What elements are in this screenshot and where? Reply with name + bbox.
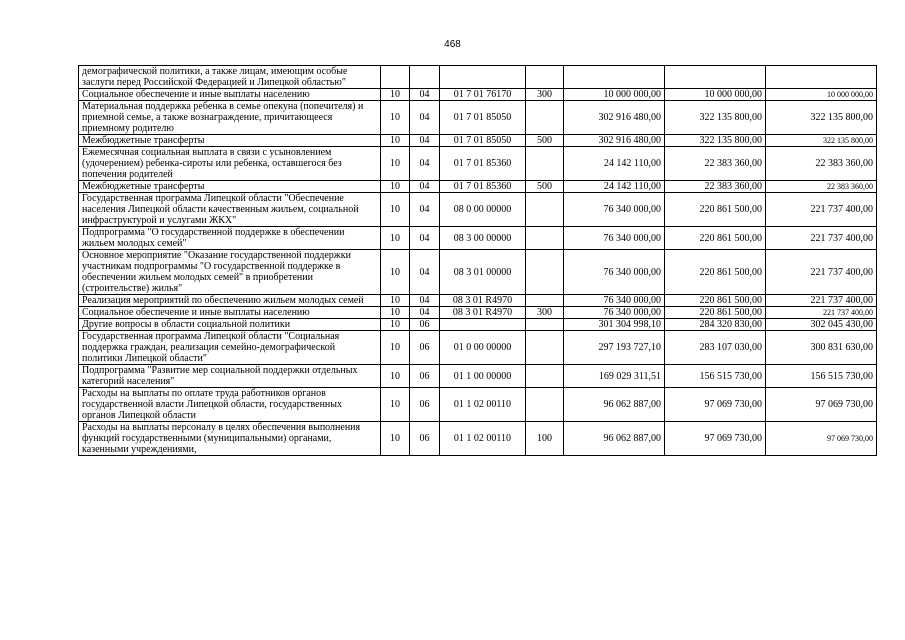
cell-section: 10 (381, 307, 410, 319)
cell-name: Расходы на выплаты по оплате труда работников органов государственной власти Липецкой области, государственных органов Липецкой области (79, 388, 381, 422)
cell-amount-year3: 221 737 400,00 (766, 295, 877, 307)
cell-subsection: 04 (410, 227, 440, 250)
cell-amount-year2: 97 069 730,00 (665, 388, 766, 422)
cell-expense-type (526, 66, 564, 89)
cell-amount-year1 (564, 66, 665, 89)
cell-amount-year3: 97 069 730,00 (766, 388, 877, 422)
cell-name: Государственная программа Липецкой области "Обеспечение населения Липецкой области качественным жильем, социальной инфраструктурой и услугами ЖКХ" (79, 193, 381, 227)
cell-expense-type (526, 295, 564, 307)
cell-amount-year1: 76 340 000,00 (564, 193, 665, 227)
cell-target-article: 08 3 01 R4970 (440, 295, 526, 307)
table-row (79, 307, 877, 319)
cell-section: 10 (381, 422, 410, 456)
cell-target-article: 01 7 01 85360 (440, 147, 526, 181)
cell-subsection: 06 (410, 365, 440, 388)
cell-expense-type (526, 365, 564, 388)
cell-amount-year3-text: 22 383 360,00 (827, 182, 873, 191)
cell-amount-year2 (665, 66, 766, 89)
table-row (79, 227, 877, 250)
cell-name: Межбюджетные трансферты (79, 135, 381, 147)
page-number: 468 (444, 39, 461, 50)
cell-subsection: 04 (410, 250, 440, 295)
cell-target-article: 01 7 01 85360 (440, 181, 526, 193)
cell-name: Межбюджетные трансферты (79, 181, 381, 193)
cell-subsection: 06 (410, 422, 440, 456)
cell-amount-year2: 220 861 500,00 (665, 307, 766, 319)
cell-target-article: 01 1 00 00000 (440, 365, 526, 388)
cell-expense-type (526, 147, 564, 181)
cell-amount-year2: 322 135 800,00 (665, 101, 766, 135)
cell-subsection: 04 (410, 295, 440, 307)
cell-amount-year1: 24 142 110,00 (564, 181, 665, 193)
cell-amount-year1: 297 193 727,10 (564, 331, 665, 365)
cell-amount-year3: 302 045 430,00 (766, 319, 877, 331)
cell-amount-year3-text: 10 000 000,00 (827, 90, 873, 99)
cell-expense-type (526, 388, 564, 422)
cell-subsection: 06 (410, 331, 440, 365)
cell-subsection: 04 (410, 89, 440, 101)
cell-amount-year2: 156 515 730,00 (665, 365, 766, 388)
table-row (79, 193, 877, 227)
table-row (79, 181, 877, 193)
cell-amount-year2: 322 135 800,00 (665, 135, 766, 147)
cell-amount-year1: 169 029 311,51 (564, 365, 665, 388)
cell-amount-year3-text: 322 135 800,00 (823, 136, 873, 145)
cell-expense-type: 500 (526, 181, 564, 193)
cell-amount-year3: 221 737 400,00 (766, 250, 877, 295)
cell-amount-year3 (766, 135, 877, 147)
cell-amount-year1: 10 000 000,00 (564, 89, 665, 101)
cell-name: Расходы на выплаты персоналу в целях обеспечения выполнения функций государственными (муниципальными) органами, казенными учреждениями, (79, 422, 381, 456)
cell-amount-year1: 302 916 480,00 (564, 135, 665, 147)
cell-target-article: 01 7 01 85050 (440, 101, 526, 135)
cell-section: 10 (381, 250, 410, 295)
cell-target-article: 01 0 00 00000 (440, 331, 526, 365)
cell-section: 10 (381, 193, 410, 227)
cell-amount-year1: 24 142 110,00 (564, 147, 665, 181)
table-row (79, 319, 877, 331)
cell-expense-type: 300 (526, 89, 564, 101)
cell-section: 10 (381, 89, 410, 101)
cell-amount-year2: 220 861 500,00 (665, 227, 766, 250)
table-row (79, 101, 877, 135)
table-row (79, 135, 877, 147)
cell-section: 10 (381, 101, 410, 135)
cell-amount-year2: 220 861 500,00 (665, 295, 766, 307)
table-row (79, 388, 877, 422)
table-row (79, 250, 877, 295)
cell-name: Другие вопросы в области социальной политики (79, 319, 381, 331)
cell-expense-type: 100 (526, 422, 564, 456)
cell-target-article: 08 3 01 R4970 (440, 307, 526, 319)
cell-amount-year1: 301 304 998,10 (564, 319, 665, 331)
cell-subsection: 04 (410, 193, 440, 227)
table-row (79, 66, 877, 89)
cell-name: Подпрограмма "Развитие мер социальной поддержки отдельных категорий населения" (79, 365, 381, 388)
cell-section: 10 (381, 331, 410, 365)
cell-subsection: 04 (410, 147, 440, 181)
cell-amount-year3 (766, 89, 877, 101)
cell-name: Материальная поддержка ребенка в семье опекуна (попечителя) и приемной семье, а также вознаграждение, причитающееся приемному родителю (79, 101, 381, 135)
cell-target-article (440, 319, 526, 331)
cell-section (381, 66, 410, 89)
cell-name: Реализация мероприятий по обеспечению жильем молодых семей (79, 295, 381, 307)
cell-amount-year1: 76 340 000,00 (564, 227, 665, 250)
cell-section: 10 (381, 135, 410, 147)
cell-amount-year2: 10 000 000,00 (665, 89, 766, 101)
cell-name: Ежемесячная социальная выплата в связи с усыновлением (удочерением) ребенка-сироты или ребенка, оставшегося без попечения родителей (79, 147, 381, 181)
table-row (79, 331, 877, 365)
cell-target-article: 01 1 02 00110 (440, 388, 526, 422)
cell-amount-year1: 76 340 000,00 (564, 307, 665, 319)
cell-amount-year3-text: 97 069 730,00 (827, 434, 873, 443)
table-row (79, 147, 877, 181)
cell-subsection: 06 (410, 388, 440, 422)
table-row (79, 422, 877, 456)
cell-amount-year2: 22 383 360,00 (665, 147, 766, 181)
budget-table-body (79, 66, 877, 456)
cell-expense-type (526, 101, 564, 135)
cell-expense-type: 500 (526, 135, 564, 147)
cell-name: Основное мероприятие "Оказание государственной поддержки участникам подпрограммы "О государственной поддержке в обеспечении жильем молодых семей" в приобретении (строительстве) жилья" (79, 250, 381, 295)
cell-amount-year3 (766, 181, 877, 193)
cell-amount-year3: 322 135 800,00 (766, 101, 877, 135)
cell-amount-year3: 22 383 360,00 (766, 147, 877, 181)
cell-expense-type (526, 227, 564, 250)
cell-target-article: 01 1 02 00110 (440, 422, 526, 456)
cell-amount-year2: 283 107 030,00 (665, 331, 766, 365)
cell-target-article (440, 66, 526, 89)
cell-expense-type (526, 331, 564, 365)
cell-section: 10 (381, 319, 410, 331)
table-row (79, 365, 877, 388)
cell-expense-type (526, 193, 564, 227)
cell-target-article: 01 7 01 76170 (440, 89, 526, 101)
cell-amount-year2: 220 861 500,00 (665, 250, 766, 295)
cell-name: Государственная программа Липецкой области "Социальная поддержка граждан, реализация семейно-демографической политики Липецкой области" (79, 331, 381, 365)
cell-target-article: 08 0 00 00000 (440, 193, 526, 227)
cell-amount-year3-text: 221 737 400,00 (823, 308, 873, 317)
cell-subsection: 04 (410, 101, 440, 135)
cell-target-article: 08 3 00 00000 (440, 227, 526, 250)
cell-section: 10 (381, 295, 410, 307)
cell-section: 10 (381, 388, 410, 422)
cell-target-article: 01 7 01 85050 (440, 135, 526, 147)
cell-name: Социальное обеспечение и иные выплаты населению (79, 307, 381, 319)
cell-amount-year2: 22 383 360,00 (665, 181, 766, 193)
cell-subsection: 04 (410, 307, 440, 319)
cell-subsection: 06 (410, 319, 440, 331)
cell-amount-year1: 76 340 000,00 (564, 250, 665, 295)
cell-amount-year3: 221 737 400,00 (766, 193, 877, 227)
cell-name: демографической политики, а также лицам, имеющим особые заслуги перед Российской Федерацией и Липецкой областью" (79, 66, 381, 89)
cell-expense-type (526, 250, 564, 295)
cell-amount-year3: 221 737 400,00 (766, 227, 877, 250)
table-row (79, 295, 877, 307)
cell-subsection: 04 (410, 181, 440, 193)
cell-target-article: 08 3 01 00000 (440, 250, 526, 295)
cell-subsection (410, 66, 440, 89)
cell-section: 10 (381, 365, 410, 388)
cell-subsection: 04 (410, 135, 440, 147)
cell-name: Подпрограмма "О государственной поддержке в обеспечении жильем молодых семей" (79, 227, 381, 250)
cell-section: 10 (381, 181, 410, 193)
cell-amount-year2: 220 861 500,00 (665, 193, 766, 227)
cell-amount-year3 (766, 66, 877, 89)
cell-amount-year2: 97 069 730,00 (665, 422, 766, 456)
cell-section: 10 (381, 227, 410, 250)
cell-amount-year1: 302 916 480,00 (564, 101, 665, 135)
cell-amount-year3: 156 515 730,00 (766, 365, 877, 388)
budget-table (78, 65, 877, 456)
cell-amount-year3 (766, 307, 877, 319)
cell-name: Социальное обеспечение и иные выплаты населению (79, 89, 381, 101)
cell-expense-type: 300 (526, 307, 564, 319)
cell-amount-year3 (766, 422, 877, 456)
table-row (79, 89, 877, 101)
cell-amount-year1: 96 062 887,00 (564, 388, 665, 422)
cell-amount-year3: 300 831 630,00 (766, 331, 877, 365)
cell-expense-type (526, 319, 564, 331)
cell-amount-year1: 76 340 000,00 (564, 295, 665, 307)
cell-amount-year2: 284 320 830,00 (665, 319, 766, 331)
cell-amount-year1: 96 062 887,00 (564, 422, 665, 456)
cell-section: 10 (381, 147, 410, 181)
